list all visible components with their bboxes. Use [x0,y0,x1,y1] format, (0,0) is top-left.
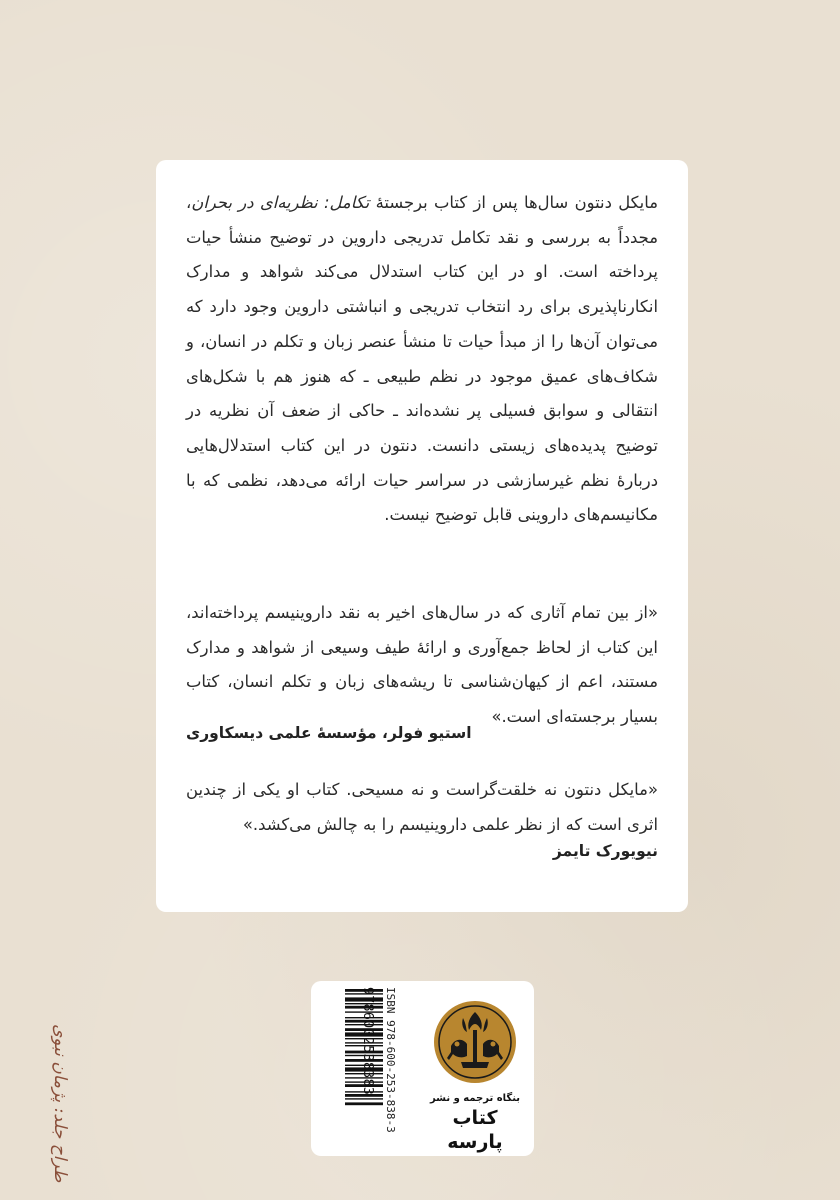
review-quote-2-text: «مایکل دنتون نه خلقت‌گراست و نه مسیحی. کتاب او یکی از چندین اثری است که از نظر علمی داروینیسم را به چالش می‌کشد.» [186,780,658,834]
blurb-paragraph [186,186,658,533]
blurb-body: ، مجدداً به بررسی و نقد تکامل تدریجی داروین در توضیح منشأ حیات پرداخته است. او در این کتاب استدلال می‌کند شواهد و مدارک انکارناپذیری برای رد انتخاب تدریجی و انباشتی داروین وجود دارد که می‌توان آن‌ها را از مبدأ حیات تا منشأ عنصر زبان و تکلم در انسان، و شکاف‌های عمیق موجود در نظم طبیعی ـ که هنوز هم با شکل‌های انتقالی و سوابق فسیلی پر نشده‌اند ـ حاکی از ضعف آن نظریه در توضیح پدیده‌های زیستی دانست. دنتون در این کتاب استدلال‌هایی دربارهٔ نظم غیرسازشی در سراسر حیات ارائه می‌دهد، نظمی که با مکانیسم‌های داروینی قابل توضیح نیست. [186,193,658,525]
blurb-card [156,160,688,912]
blurb-intro: مایکل دنتون سال‌ها پس از کتاب برجستهٔ [375,193,658,212]
publisher-name: کتاب پارسه [447,1107,503,1153]
isbn-label: ISBN 978-600-253-838-3 [384,987,397,1133]
review-quote-1 [186,596,658,735]
lion-sun-emblem-icon [433,1000,517,1084]
publisher-wordmark [429,1092,521,1154]
barcode-digits: 9786002538383 [360,987,375,1096]
publisher-small: بنگاه ترجمه و نشر [429,1093,521,1104]
review-quote-2 [186,773,658,842]
barcode [341,981,421,1156]
imprint-card [311,981,534,1156]
cover-designer-credit: طراح جلد: پژمان نبوی [50,1024,70,1183]
review-attribution-2: نیویورک تایمز [552,842,658,860]
review-attribution-1: استیو فولر، مؤسسهٔ علمی دیسکاوری [186,724,472,742]
review-quote-1-text: «از بین تمام آثاری که در سال‌های اخیر به نقد داروینیسم پرداخته‌اند، این کتاب از لحاظ جمع‌آوری و ارائهٔ طیف وسیعی از شواهد و مدارک مستند، اعم از کیهان‌شناسی تا ریشه‌های زبان و تکلم انسان، کتاب بسیار برجسته‌ای است.» [186,603,658,727]
book-title: تکامل: نظریه‌ای در بحران [191,193,370,212]
